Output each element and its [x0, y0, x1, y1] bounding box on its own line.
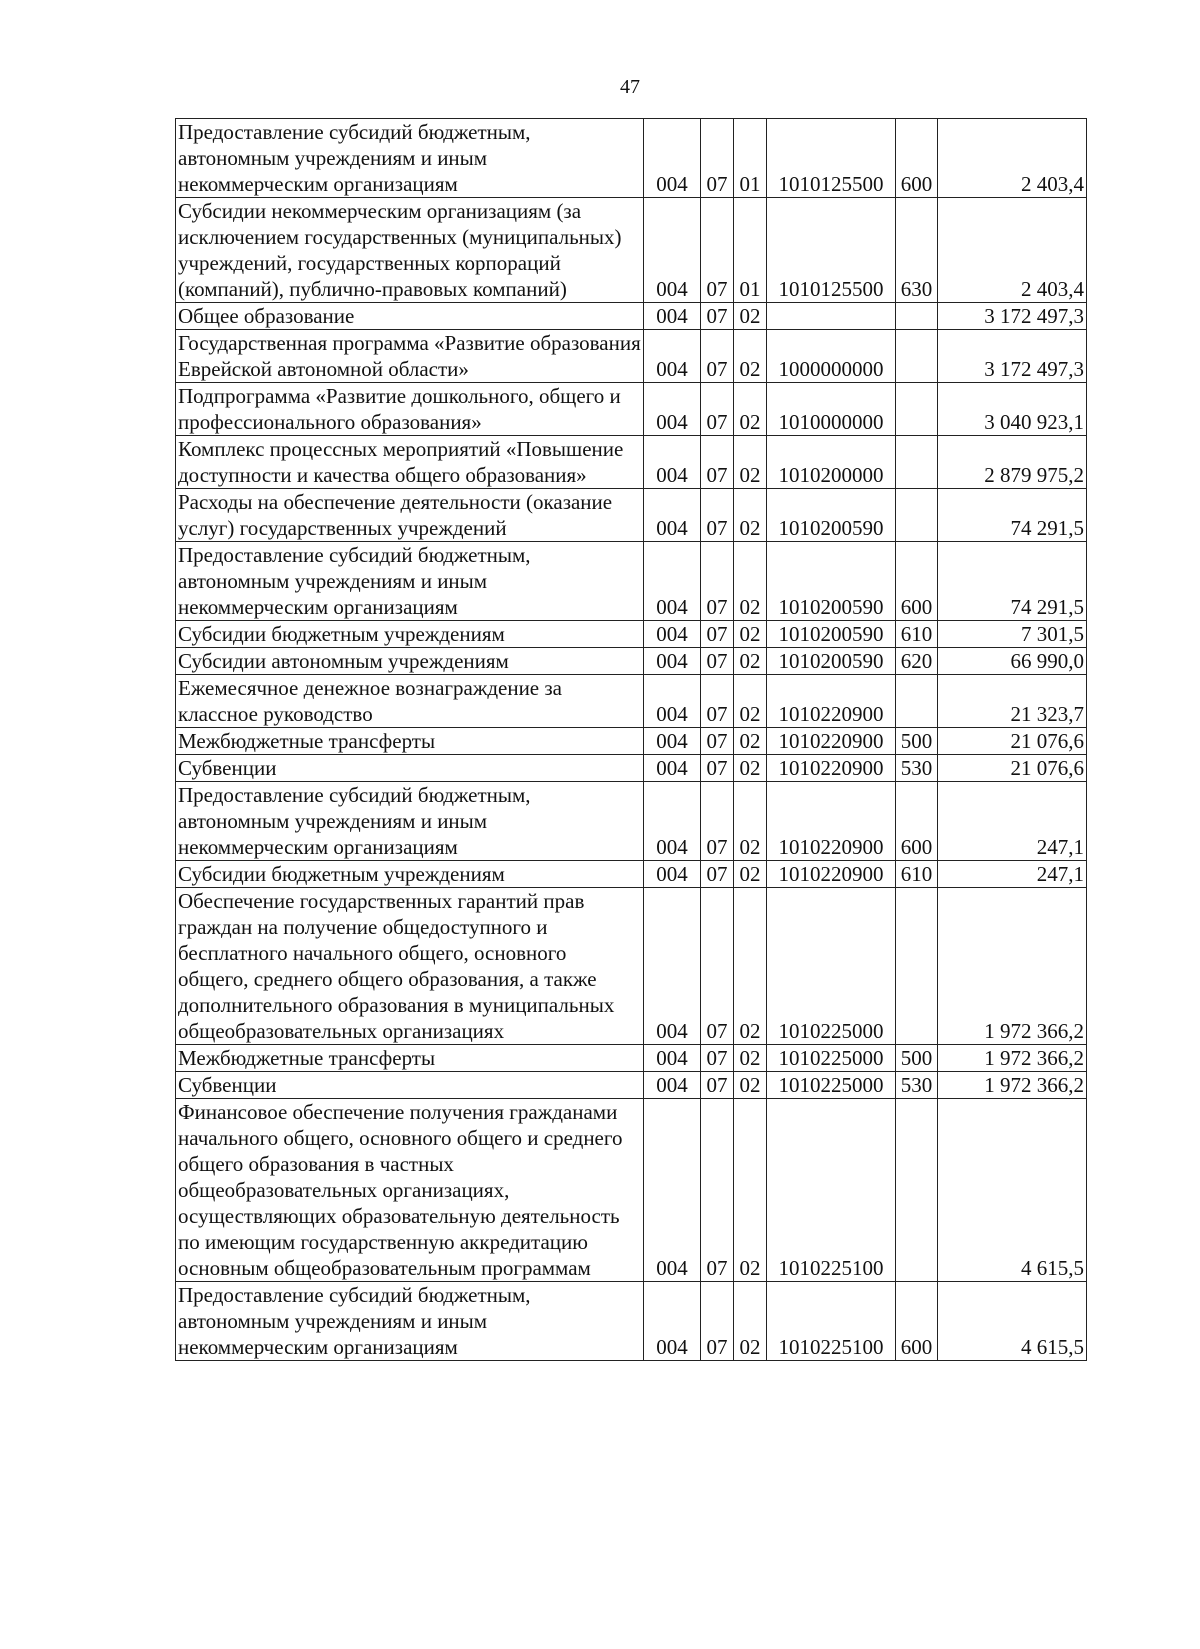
row-name-cell: Межбюджетные трансферты — [176, 1045, 644, 1072]
row-name-cell: Субсидии некоммерческим организациям (за исключением государственных (муниципальных) учреждений, государственных корпораций (компаний), публично-правовых компаний) — [176, 198, 644, 303]
row-gr-cell: 004 — [644, 119, 701, 198]
row-rz-cell: 07 — [701, 1282, 734, 1361]
row-gr-cell: 004 — [644, 888, 701, 1045]
row-vr-cell: 620 — [896, 648, 938, 675]
row-sum-cell: 1 972 366,2 — [938, 1072, 1087, 1099]
row-name-cell: Финансовое обеспечение получения гражданами начального общего, основного общего и среднего общего образования в частных общеобразовательных организациях, осуществляющих образовательную деятельность по имеющим государственную аккредитацию основным общеобразовательным программам — [176, 1099, 644, 1282]
row-pr-cell: 02 — [734, 861, 767, 888]
row-sum-cell: 4 615,5 — [938, 1282, 1087, 1361]
row-pr-cell: 02 — [734, 330, 767, 383]
row-gr-cell: 004 — [644, 330, 701, 383]
row-rz-cell: 07 — [701, 330, 734, 383]
row-vr-cell — [896, 330, 938, 383]
row-vr-cell: 600 — [896, 1282, 938, 1361]
row-pr-cell: 01 — [734, 198, 767, 303]
row-sum-cell: 2 403,4 — [938, 198, 1087, 303]
row-name-cell: Субвенции — [176, 755, 644, 782]
row-name-cell: Субвенции — [176, 1072, 644, 1099]
row-csr-cell: 1010225000 — [767, 1072, 896, 1099]
row-csr-cell: 1010200590 — [767, 542, 896, 621]
row-vr-cell: 610 — [896, 621, 938, 648]
budget-table — [175, 118, 1087, 1361]
row-sum-cell: 3 172 497,3 — [938, 330, 1087, 383]
row-name-cell: Субсидии автономным учреждениям — [176, 648, 644, 675]
table-row — [176, 1282, 1087, 1361]
row-name-cell: Предоставление субсидий бюджетным, автономным учреждениям и иным некоммерческим организациям — [176, 542, 644, 621]
row-rz-cell: 07 — [701, 119, 734, 198]
row-csr-cell: 1010200590 — [767, 489, 896, 542]
row-csr-cell: 1010225100 — [767, 1282, 896, 1361]
row-rz-cell: 07 — [701, 1099, 734, 1282]
row-name-cell: Подпрограмма «Развитие дошкольного, общего и профессионального образования» — [176, 383, 644, 436]
row-pr-cell: 02 — [734, 1045, 767, 1072]
row-csr-cell: 1010225000 — [767, 1045, 896, 1072]
table-row — [176, 728, 1087, 755]
row-rz-cell: 07 — [701, 861, 734, 888]
row-pr-cell: 02 — [734, 1282, 767, 1361]
table-row — [176, 621, 1087, 648]
row-rz-cell: 07 — [701, 198, 734, 303]
table-row — [176, 1072, 1087, 1099]
row-csr-cell: 1010200590 — [767, 621, 896, 648]
row-pr-cell: 02 — [734, 1072, 767, 1099]
row-csr-cell: 1010220900 — [767, 675, 896, 728]
row-sum-cell: 247,1 — [938, 861, 1087, 888]
row-vr-cell: 500 — [896, 728, 938, 755]
row-csr-cell: 1010200000 — [767, 436, 896, 489]
row-name-cell: Предоставление субсидий бюджетным, автономным учреждениям и иным некоммерческим организациям — [176, 782, 644, 861]
row-pr-cell: 02 — [734, 648, 767, 675]
row-name-cell: Предоставление субсидий бюджетным, автономным учреждениям и иным некоммерческим организациям — [176, 1282, 644, 1361]
row-vr-cell: 600 — [896, 782, 938, 861]
row-gr-cell: 004 — [644, 542, 701, 621]
row-name-cell: Общее образование — [176, 303, 644, 330]
table-body — [176, 119, 1087, 1361]
row-name-cell: Расходы на обеспечение деятельности (оказание услуг) государственных учреждений — [176, 489, 644, 542]
row-gr-cell: 004 — [644, 648, 701, 675]
row-vr-cell: 630 — [896, 198, 938, 303]
row-csr-cell: 1010220900 — [767, 755, 896, 782]
table-row — [176, 675, 1087, 728]
row-pr-cell: 02 — [734, 621, 767, 648]
row-vr-cell — [896, 1099, 938, 1282]
row-pr-cell: 02 — [734, 728, 767, 755]
row-csr-cell: 1010200590 — [767, 648, 896, 675]
row-pr-cell: 02 — [734, 782, 767, 861]
row-vr-cell: 600 — [896, 542, 938, 621]
row-sum-cell: 2 403,4 — [938, 119, 1087, 198]
row-rz-cell: 07 — [701, 489, 734, 542]
table-row — [176, 303, 1087, 330]
row-rz-cell: 07 — [701, 755, 734, 782]
row-gr-cell: 004 — [644, 621, 701, 648]
row-sum-cell: 3 040 923,1 — [938, 383, 1087, 436]
table-row — [176, 119, 1087, 198]
row-sum-cell: 4 615,5 — [938, 1099, 1087, 1282]
row-csr-cell: 1000000000 — [767, 330, 896, 383]
table-row — [176, 755, 1087, 782]
row-gr-cell: 004 — [644, 861, 701, 888]
row-csr-cell: 1010220900 — [767, 728, 896, 755]
row-sum-cell: 74 291,5 — [938, 489, 1087, 542]
row-name-cell: Ежемесячное денежное вознаграждение за классное руководство — [176, 675, 644, 728]
row-gr-cell: 004 — [644, 1072, 701, 1099]
row-csr-cell — [767, 303, 896, 330]
table-row — [176, 542, 1087, 621]
row-sum-cell: 7 301,5 — [938, 621, 1087, 648]
row-rz-cell: 07 — [701, 303, 734, 330]
row-rz-cell: 07 — [701, 542, 734, 621]
row-pr-cell: 02 — [734, 489, 767, 542]
row-pr-cell: 02 — [734, 303, 767, 330]
row-vr-cell — [896, 303, 938, 330]
row-csr-cell: 1010000000 — [767, 383, 896, 436]
row-rz-cell: 07 — [701, 728, 734, 755]
table-row — [176, 198, 1087, 303]
table-row — [176, 330, 1087, 383]
row-vr-cell — [896, 489, 938, 542]
row-pr-cell: 01 — [734, 119, 767, 198]
row-gr-cell: 004 — [644, 303, 701, 330]
row-vr-cell: 600 — [896, 119, 938, 198]
row-gr-cell: 004 — [644, 782, 701, 861]
row-name-cell: Комплекс процессных мероприятий «Повышение доступности и качества общего образования» — [176, 436, 644, 489]
row-rz-cell: 07 — [701, 621, 734, 648]
row-gr-cell: 004 — [644, 1282, 701, 1361]
row-vr-cell — [896, 436, 938, 489]
table-row — [176, 782, 1087, 861]
row-pr-cell: 02 — [734, 383, 767, 436]
row-gr-cell: 004 — [644, 1099, 701, 1282]
row-gr-cell: 004 — [644, 383, 701, 436]
row-sum-cell: 74 291,5 — [938, 542, 1087, 621]
row-pr-cell: 02 — [734, 755, 767, 782]
row-csr-cell: 1010125500 — [767, 119, 896, 198]
row-pr-cell: 02 — [734, 436, 767, 489]
row-vr-cell — [896, 675, 938, 728]
row-sum-cell: 1 972 366,2 — [938, 888, 1087, 1045]
row-csr-cell: 1010220900 — [767, 861, 896, 888]
row-vr-cell: 500 — [896, 1045, 938, 1072]
row-pr-cell: 02 — [734, 675, 767, 728]
row-gr-cell: 004 — [644, 436, 701, 489]
row-vr-cell — [896, 888, 938, 1045]
row-name-cell: Межбюджетные трансферты — [176, 728, 644, 755]
row-gr-cell: 004 — [644, 198, 701, 303]
row-vr-cell: 530 — [896, 1072, 938, 1099]
row-name-cell: Предоставление субсидий бюджетным, автономным учреждениям и иным некоммерческим организациям — [176, 119, 644, 198]
row-sum-cell: 21 323,7 — [938, 675, 1087, 728]
row-vr-cell: 610 — [896, 861, 938, 888]
row-rz-cell: 07 — [701, 1045, 734, 1072]
row-name-cell: Государственная программа «Развитие образования Еврейской автономной области» — [176, 330, 644, 383]
table-row — [176, 648, 1087, 675]
row-csr-cell: 1010225100 — [767, 1099, 896, 1282]
row-sum-cell: 2 879 975,2 — [938, 436, 1087, 489]
page-number: 47 — [620, 76, 640, 98]
row-name-cell: Субсидии бюджетным учреждениям — [176, 621, 644, 648]
row-rz-cell: 07 — [701, 675, 734, 728]
row-csr-cell: 1010225000 — [767, 888, 896, 1045]
row-sum-cell: 21 076,6 — [938, 755, 1087, 782]
table-row — [176, 383, 1087, 436]
table-row — [176, 1045, 1087, 1072]
table-row — [176, 888, 1087, 1045]
row-rz-cell: 07 — [701, 782, 734, 861]
table-row — [176, 489, 1087, 542]
table-row — [176, 436, 1087, 489]
row-name-cell: Субсидии бюджетным учреждениям — [176, 861, 644, 888]
row-vr-cell — [896, 383, 938, 436]
row-sum-cell: 3 172 497,3 — [938, 303, 1087, 330]
row-gr-cell: 004 — [644, 728, 701, 755]
row-csr-cell: 1010125500 — [767, 198, 896, 303]
row-csr-cell: 1010220900 — [767, 782, 896, 861]
row-sum-cell: 21 076,6 — [938, 728, 1087, 755]
row-name-cell: Обеспечение государственных гарантий прав граждан на получение общедоступного и бесплатного начального общего, основного общего, среднего общего образования, а также дополнительного образования в муниципальных общеобразовательных организациях — [176, 888, 644, 1045]
row-pr-cell: 02 — [734, 1099, 767, 1282]
row-pr-cell: 02 — [734, 888, 767, 1045]
table-row — [176, 861, 1087, 888]
row-rz-cell: 07 — [701, 888, 734, 1045]
row-rz-cell: 07 — [701, 1072, 734, 1099]
row-vr-cell: 530 — [896, 755, 938, 782]
row-gr-cell: 004 — [644, 1045, 701, 1072]
row-sum-cell: 66 990,0 — [938, 648, 1087, 675]
row-gr-cell: 004 — [644, 675, 701, 728]
row-sum-cell: 247,1 — [938, 782, 1087, 861]
row-gr-cell: 004 — [644, 489, 701, 542]
row-rz-cell: 07 — [701, 436, 734, 489]
row-gr-cell: 004 — [644, 755, 701, 782]
row-rz-cell: 07 — [701, 648, 734, 675]
row-pr-cell: 02 — [734, 542, 767, 621]
row-sum-cell: 1 972 366,2 — [938, 1045, 1087, 1072]
table-row — [176, 1099, 1087, 1282]
row-rz-cell: 07 — [701, 383, 734, 436]
